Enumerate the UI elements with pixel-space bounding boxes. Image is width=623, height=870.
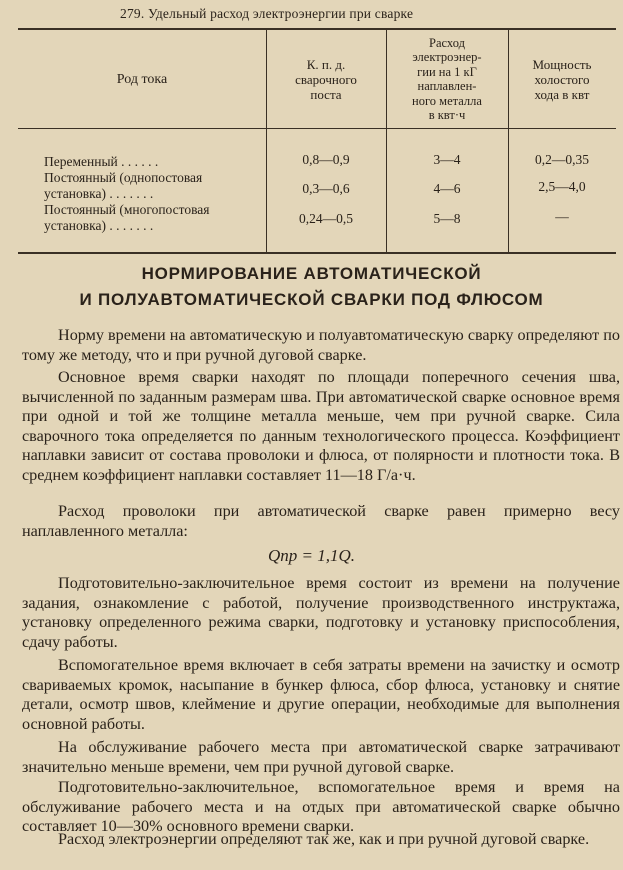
energy-table xyxy=(18,28,616,254)
paragraph: Подготовительно-заключительное, вспомогательное время и время на обслуживание рабочего места и на отдых при автоматической сварке обычно составляет 10—30% основного времени сварки. xyxy=(22,778,620,836)
cell-efficiency: 0,8—0,9 xyxy=(302,152,350,167)
header-efficiency: К. п. д. сварочного поста xyxy=(295,56,357,102)
header-current-type: Род тока xyxy=(116,71,168,87)
cell-idle-power: 0,2—0,35 xyxy=(535,152,589,167)
cell-idle-power: 2,5—4,0 xyxy=(538,179,586,194)
row-label-direct-single: Постоянный (однопостовая установка) . . . . . . . xyxy=(44,170,203,201)
cell-efficiency: 0,24—0,5 xyxy=(299,211,353,226)
cell-energy-rate: 3—4 xyxy=(433,152,461,167)
paragraph: Расход электроэнергии определяют так же, как и при ручной дуговой сварке. xyxy=(58,830,590,848)
paragraph: Норму времени на автоматическую и полуавтоматическую сварку определяют по тому же методу, что и при ручной дуговой сварке. xyxy=(22,326,621,364)
paragraph: Вспомогательное время включает в себя затраты времени на зачистку и осмотр свариваемых кромок, насыпание в бункер флюса, сбор флюса, установку и снятие детали, осмотр швов, клеймение и другие операции, необходимые для выполнения основной работы. xyxy=(22,656,620,733)
formula: Qпр = 1,1Q. xyxy=(267,546,356,565)
cell-energy-rate: 5—8 xyxy=(433,211,461,226)
cell-efficiency: 0,3—0,6 xyxy=(302,181,350,196)
header-energy-rate: Расход электроэнер- гии на 1 кГ наплавлен- ного металла в квт·ч xyxy=(412,35,482,122)
paragraph: Расход проволоки при автоматической сварке равен примерно весу наплавленного металла: xyxy=(22,502,620,540)
table-caption: 279. Удельный расход электроэнергии при сварке xyxy=(120,6,414,21)
table-header-divider xyxy=(18,128,616,129)
header-idle-power: Мощность холостого хода в квт xyxy=(532,56,592,102)
row-label-direct-multi: Постоянный (многопостовая установка) . . . . . . . xyxy=(44,202,210,233)
section-heading-line-2: И ПОЛУАВТОМАТИЧЕСКОЙ СВАРКИ ПОД ФЛЮСОМ xyxy=(79,290,544,309)
cell-idle-power: — xyxy=(555,209,569,224)
paragraph: Подготовительно-заключительное время состоит из времени на получение задания, ознакомление с работой, получение производственного инструктажа, установку определенного режима сварки, подготовку и установку приспособления, сдачу работы. xyxy=(22,574,620,651)
paragraph: Основное время сварки находят по площади поперечного сечения шва, вычисленной по заданным размерам шва. При автоматической сварке основное время при одной и той же толщине металла меньше, чем при ручной сварке. Сила сварочного тока определяется по данным технологического процесса. Коэффициент наплавки зависит от состава проволоки и флюса, от полярности и плотности тока. В среднем коэффициент наплавки составляет 11—18 Г/а·ч. xyxy=(22,368,620,484)
section-heading-line-1: НОРМИРОВАНИЕ АВТОМАТИЧЕСКОЙ xyxy=(141,264,482,283)
row-label-alternating: Переменный . . . . . . xyxy=(44,154,159,169)
cell-energy-rate: 4—6 xyxy=(433,181,461,196)
paragraph: На обслуживание рабочего места при автоматической сварке затрачивают значительно меньше времени, чем при ручной дуговой сварке. xyxy=(22,738,620,776)
